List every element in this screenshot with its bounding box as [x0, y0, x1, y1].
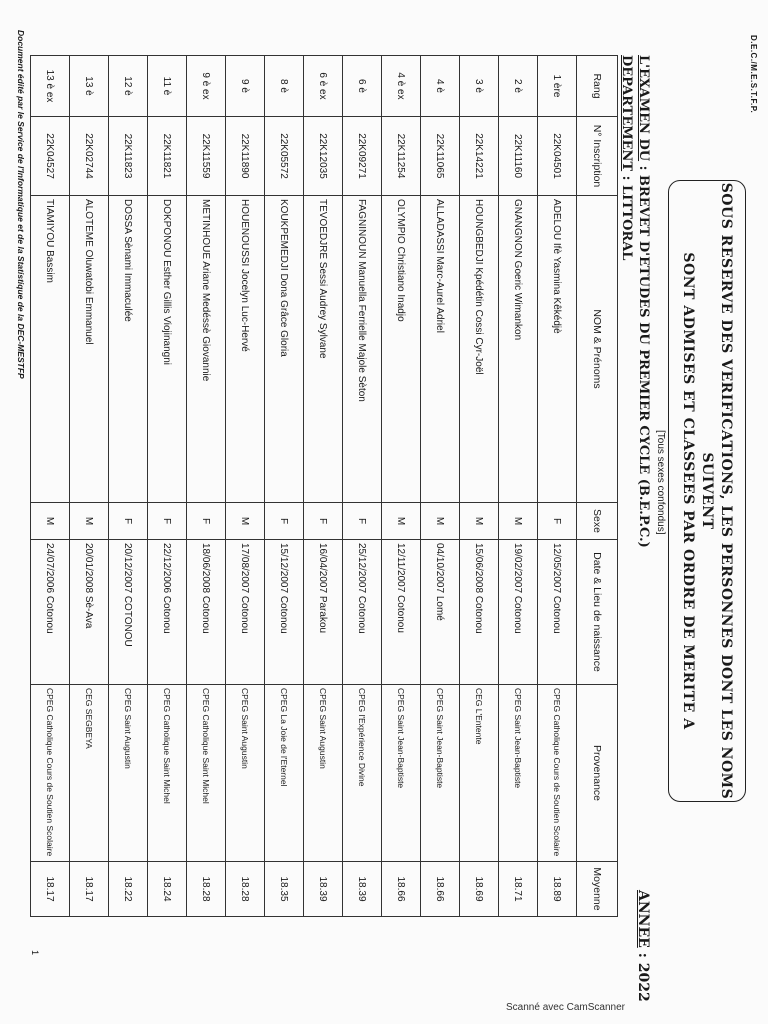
col-nom: NOM & Prénoms [577, 196, 618, 503]
cell-rang: 4 è ex [382, 56, 421, 117]
cell-inscription: 22K04501 [538, 117, 577, 196]
title-line-1: SOUS RESERVE DES VERIFICATIONS, LES PERSONNES DONT LES NOMS SUIVENT [699, 182, 735, 800]
cell-nom: OLYMPIO Christiano Inadjo [382, 196, 421, 503]
cell-nom: DOSSA Sènami Immaculée [109, 196, 148, 503]
cell-provenance: CPEG Catholique Saint Michel [187, 685, 226, 862]
cell-provenance: CPEG La Joie de l'Eternel [265, 685, 304, 862]
cell-inscription: 22K11254 [382, 117, 421, 196]
table-row [538, 56, 577, 917]
cell-inscription: 22K11160 [499, 117, 538, 196]
cell-provenance: CEG L'Entente [460, 685, 499, 862]
cell-naissance: 24/07/2006 Cotonou [31, 540, 70, 685]
cell-inscription: 22K02744 [70, 117, 109, 196]
table-header-row [577, 56, 618, 917]
table-row [265, 56, 304, 917]
cell-sexe: F [265, 503, 304, 540]
cell-sexe: F [109, 503, 148, 540]
cell-moyenne: 18.71 [499, 862, 538, 917]
cell-nom: KOUKPEMEDJI Dona Grâce Gloria [265, 196, 304, 503]
cell-provenance: CPEG Catholique Cours de Soutien Scolaire [31, 685, 70, 862]
cell-inscription: 22K11890 [226, 117, 265, 196]
cell-naissance: 20/12/2007 COTONOU [109, 540, 148, 685]
cell-nom: GNANGNON Goeric Wimankon [499, 196, 538, 503]
cell-naissance: 19/02/2007 Cotonou [499, 540, 538, 685]
cell-inscription: 22K09271 [343, 117, 382, 196]
cell-provenance: CPEG Saint Augustin [304, 685, 343, 862]
cell-naissance: 16/04/2007 Parakou [304, 540, 343, 685]
cell-inscription: 22K11559 [187, 117, 226, 196]
exam-row [636, 55, 651, 548]
cell-moyenne: 18.28 [187, 862, 226, 917]
cell-sexe: F [148, 503, 187, 540]
cell-naissance: 18/06/2008 Cotonou [187, 540, 226, 685]
cell-sexe: M [460, 503, 499, 540]
table-row [382, 56, 421, 917]
cell-nom: ALLADASSI Marc-Aurel Adriel [421, 196, 460, 503]
cell-moyenne: 18.39 [343, 862, 382, 917]
cell-provenance: CPEG Catholique Saint Michel [148, 685, 187, 862]
cell-sexe: F [304, 503, 343, 540]
cell-naissance: 17/08/2007 Cotonou [226, 540, 265, 685]
cell-sexe: F [187, 503, 226, 540]
title-line-2: SONT ADMISES ET CLASSEES PAR ORDRE DE MERITE A [680, 252, 697, 730]
cell-rang: 6 è [343, 56, 382, 117]
cell-moyenne: 18.69 [460, 862, 499, 917]
cell-naissance: 25/12/2007 Cotonou [343, 540, 382, 685]
cell-rang: 8 è [265, 56, 304, 117]
cell-rang: 13 è [70, 56, 109, 117]
col-inscription: N° Inscription [577, 117, 618, 196]
col-sexe: Sexe [577, 503, 618, 540]
cell-naissance: 12/05/2007 Cotonou [538, 540, 577, 685]
table-row [226, 56, 265, 917]
col-rang: Rang [577, 56, 618, 117]
table-row [31, 56, 70, 917]
cell-rang: 11 è [148, 56, 187, 117]
cell-nom: TEVOEDJRE Sessi Audrey Sylvane [304, 196, 343, 503]
cell-nom: HOUENOUSSI Jocelyn Luc-Hervé [226, 196, 265, 503]
table-row [187, 56, 226, 917]
cell-rang: 12 è [109, 56, 148, 117]
cell-nom: HOUNGBEDJI Kpédétin Cossi Cyr-Joël [460, 196, 499, 503]
departement-value: : LITTORAL [619, 175, 634, 261]
table-row [109, 56, 148, 917]
col-moyenne: Moyenne [577, 862, 618, 917]
table-row [460, 56, 499, 917]
cell-moyenne: 18.24 [148, 862, 187, 917]
cell-sexe: M [421, 503, 460, 540]
cell-moyenne: 18.22 [109, 862, 148, 917]
cell-moyenne: 18.89 [538, 862, 577, 917]
annee-row [635, 890, 651, 1002]
cell-provenance: CPEG Saint Augustin [109, 685, 148, 862]
cell-provenance: CPEG Saint Augustin [226, 685, 265, 862]
annee-label: ANNEE [635, 890, 651, 948]
cell-rang: 9 è ex [187, 56, 226, 117]
cell-naissance: 15/12/2007 Cotonou [265, 540, 304, 685]
footer-note: Document édité par le Service de l'Informatique et de la Statistique de la DEC-MESTFP [16, 30, 26, 379]
results-body [31, 56, 577, 917]
departement-label: DEPARTEMENT [619, 55, 634, 172]
cell-provenance: CPEG Saint Jean-Baptiste [421, 685, 460, 862]
table-row [421, 56, 460, 917]
cell-rang: 13 è ex [31, 56, 70, 117]
cell-naissance: 22/12/2006 Cotonou [148, 540, 187, 685]
cell-moyenne: 18.66 [382, 862, 421, 917]
cell-nom: FAGNINOUN Manuella Ferrielle Majole Sèton [343, 196, 382, 503]
col-naissance: Date & Lieu de naissance [577, 540, 618, 685]
cell-inscription: 22K05572 [265, 117, 304, 196]
cell-moyenne: 18.66 [421, 862, 460, 917]
table-row [499, 56, 538, 917]
cell-moyenne: 18.35 [265, 862, 304, 917]
exam-value: : BREVET D'ETUDES DU PREMIER CYCLE (B.E.P.C.) [636, 165, 651, 548]
cell-naissance: 20/01/2008 Sè-Ava [70, 540, 109, 685]
title-box [668, 180, 746, 802]
cell-sexe: F [343, 503, 382, 540]
exam-label: L'EXAMEN DU [636, 55, 651, 162]
cell-inscription: 22K14221 [460, 117, 499, 196]
cell-nom: DOKPONOU Esther Gillis Viojinangni [148, 196, 187, 503]
cell-moyenne: 18.28 [226, 862, 265, 917]
table-row [304, 56, 343, 917]
cell-naissance: 04/10/2007 Lomé [421, 540, 460, 685]
cell-inscription: 22K11823 [109, 117, 148, 196]
cell-provenance: CEG SEGBEYA [70, 685, 109, 862]
cell-inscription: 22K11065 [421, 117, 460, 196]
table-row [148, 56, 187, 917]
cell-inscription: 22K04527 [31, 117, 70, 196]
cell-rang: 6 è ex [304, 56, 343, 117]
results-table [30, 55, 618, 917]
cell-sexe: F [538, 503, 577, 540]
cell-sexe: M [382, 503, 421, 540]
cell-moyenne: 18.17 [31, 862, 70, 917]
cell-naissance: 15/06/2008 Cotonou [460, 540, 499, 685]
scanner-watermark: Scanné avec CamScanner [506, 1002, 625, 1013]
table-row [343, 56, 382, 917]
annee-value: : 2022 [635, 952, 651, 1002]
col-provenance: Provenance [577, 685, 618, 862]
cell-moyenne: 18.17 [70, 862, 109, 917]
cell-naissance: 12/11/2007 Cotonou [382, 540, 421, 685]
cell-nom: METINHOUE Ariane Medéssè Giovannie [187, 196, 226, 503]
cell-moyenne: 18.39 [304, 862, 343, 917]
cell-sexe: M [226, 503, 265, 540]
page-number: 1 [30, 950, 40, 956]
cell-inscription: 22K12035 [304, 117, 343, 196]
cell-rang: 2 è [499, 56, 538, 117]
departement-row [619, 55, 634, 260]
cell-rang: 1 ère [538, 56, 577, 117]
cell-rang: 4 è [421, 56, 460, 117]
cell-provenance: CPEG l'Expérience Divine [343, 685, 382, 862]
cell-nom: ALOTEME Oluwatobi Emmanuel [70, 196, 109, 503]
cell-provenance: CPEG Saint Jean-Baptiste [382, 685, 421, 862]
table-row [70, 56, 109, 917]
cell-provenance: CPEG Saint Jean-Baptiste [499, 685, 538, 862]
cell-nom: ADELOU Ifè Yasmina Kêkédjè [538, 196, 577, 503]
cell-sexe: M [70, 503, 109, 540]
cell-nom: TIAMIYOU Bassim [31, 196, 70, 503]
cell-rang: 3 è [460, 56, 499, 117]
cell-provenance: CPEG Catholique Cours de Soutien Scolaire [538, 685, 577, 862]
subtitle: [Tous sexes confondus] [655, 430, 666, 535]
cell-sexe: M [31, 503, 70, 540]
cell-rang: 9 è [226, 56, 265, 117]
org-header: D.E.C./M.E.S.T.F.P. [749, 35, 758, 114]
cell-inscription: 22K11821 [148, 117, 187, 196]
cell-sexe: M [499, 503, 538, 540]
